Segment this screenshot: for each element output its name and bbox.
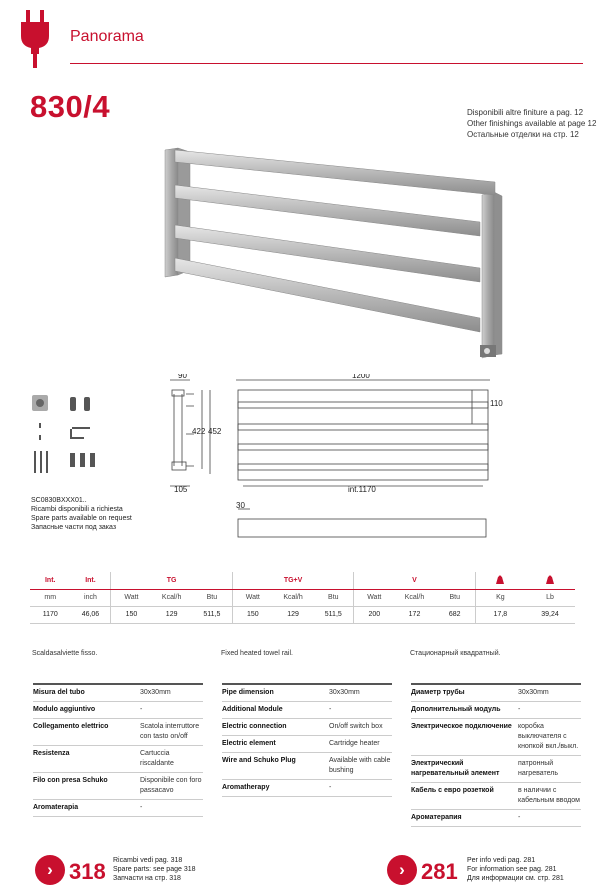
header-tg: TG bbox=[111, 572, 232, 589]
weight-icon bbox=[545, 575, 555, 584]
spare-parts-illustration bbox=[30, 393, 140, 488]
property-row: Pipe dimension 30x30mm bbox=[222, 683, 392, 702]
value-cell: 129 bbox=[273, 606, 313, 623]
properties-en bbox=[222, 683, 392, 797]
dim-height-inner: 422 bbox=[192, 427, 206, 436]
property-row: Wire and Schuko Plug Available with cable bushing bbox=[222, 753, 392, 780]
spare-parts-footnote: Ricambi vedi pag. 318 Spare parts: see page 318 Запчасти на стр. 318 bbox=[113, 857, 196, 882]
unit-cell: Btu bbox=[192, 589, 232, 606]
unit-cell: Kcal/h bbox=[394, 589, 434, 606]
description-it: Scaldasalviette fisso. bbox=[32, 650, 98, 657]
unit-cell: Btu bbox=[435, 589, 475, 606]
value-cell: 511,5 bbox=[313, 606, 354, 623]
weight-icon bbox=[495, 575, 505, 584]
product-photo bbox=[160, 140, 530, 370]
value-cell: 46,06 bbox=[70, 606, 110, 623]
dim-rail-gap: 110 bbox=[490, 399, 503, 408]
property-row: Aromatherapy - bbox=[222, 780, 392, 797]
property-row: Collegamento elettrico Scatola interruttore con tasto on/off bbox=[33, 719, 203, 746]
unit-cell: Lb bbox=[525, 589, 575, 606]
unit-cell: Kg bbox=[475, 589, 525, 606]
value-cell: 1170 bbox=[30, 606, 70, 623]
chevron-right-icon[interactable]: › bbox=[387, 855, 417, 885]
properties-ru bbox=[411, 683, 581, 827]
value-cell: 682 bbox=[435, 606, 475, 623]
description-ru: Стационарный квадратный. bbox=[410, 650, 501, 657]
unit-cell: Kcal/h bbox=[151, 589, 191, 606]
finishes-note: Disponibili altre finiture a pag. 12 Other finishings available at page 12 Остальные отделки на стр. 12 bbox=[467, 108, 597, 139]
value-cell: 150 bbox=[111, 606, 151, 623]
header-divider bbox=[70, 63, 583, 64]
header-int-mm: Int. bbox=[30, 572, 70, 589]
dim-interaxis: int.1170 bbox=[348, 485, 376, 494]
dim-top-depth: 30 bbox=[236, 501, 245, 510]
property-row: Modulo aggiuntivo - bbox=[33, 702, 203, 719]
property-row: Кабель с евро розеткой в наличии с кабельным вводом bbox=[411, 783, 581, 810]
unit-cell: inch bbox=[70, 589, 110, 606]
properties-it bbox=[33, 683, 203, 817]
property-row: Resistenza Cartuccia riscaldante bbox=[33, 746, 203, 773]
dim-depth: 90 bbox=[178, 374, 187, 380]
property-row: Электрический нагревательный элемент патронный нагреватель bbox=[411, 756, 581, 783]
property-row: Диаметр трубы 30x30mm bbox=[411, 683, 581, 702]
model-number: 830/4 bbox=[30, 89, 111, 124]
header-int-inch: Int. bbox=[70, 572, 110, 589]
property-row: Electric connection On/off switch box bbox=[222, 719, 392, 736]
description-en: Fixed heated towel rail. bbox=[221, 650, 293, 657]
electric-plug-icon bbox=[18, 8, 58, 68]
value-cell: 150 bbox=[232, 606, 272, 623]
value-cell: 17,8 bbox=[475, 606, 525, 623]
property-row: Дополнительный модуль - bbox=[411, 702, 581, 719]
chevron-right-icon[interactable]: › bbox=[35, 855, 65, 885]
header-v: V bbox=[354, 572, 475, 589]
value-cell: 511,5 bbox=[192, 606, 232, 623]
series-title: Panorama bbox=[70, 28, 144, 45]
technical-drawing bbox=[160, 374, 520, 554]
spare-parts-note: SC0830BXXX01.. Ricambi disponibili a richiesta Spare parts available on request Запасные части под заказ bbox=[31, 497, 132, 531]
property-row: Electric element Cartridge heater bbox=[222, 736, 392, 753]
unit-cell: Watt bbox=[111, 589, 151, 606]
unit-cell: Watt bbox=[232, 589, 272, 606]
property-row: Misura del tubo 30x30mm bbox=[33, 683, 203, 702]
info-footnote: Per info vedi pag. 281 For information see pag. 281 Для информации см. стр. 281 bbox=[467, 857, 564, 882]
unit-cell: Btu bbox=[313, 589, 354, 606]
dim-height-outer: 452 bbox=[208, 427, 222, 436]
property-row: Электрическое подключение коробка выключателя с кнопкой вкл./выкл. bbox=[411, 719, 581, 756]
value-cell: 172 bbox=[394, 606, 434, 623]
spare-parts-page-link[interactable]: 318 bbox=[69, 859, 106, 884]
property-row: Filo con presa Schuko Disponibile con foro passacavo bbox=[33, 773, 203, 800]
info-page-link[interactable]: 281 bbox=[421, 859, 458, 884]
unit-cell: Kcal/h bbox=[273, 589, 313, 606]
property-row: Aromaterapia - bbox=[33, 800, 203, 817]
header-tg-v: TG+V bbox=[232, 572, 353, 589]
value-cell: 200 bbox=[354, 606, 394, 623]
value-cell: 39,24 bbox=[525, 606, 575, 623]
unit-cell: mm bbox=[30, 589, 70, 606]
property-row: Ароматерапия - bbox=[411, 810, 581, 827]
dim-bottom-depth: 105 bbox=[174, 485, 188, 494]
specs-table bbox=[30, 572, 575, 627]
value-cell: 129 bbox=[151, 606, 191, 623]
dim-width: 1200 bbox=[352, 374, 370, 380]
unit-cell: Watt bbox=[354, 589, 394, 606]
property-row: Additional Module - bbox=[222, 702, 392, 719]
